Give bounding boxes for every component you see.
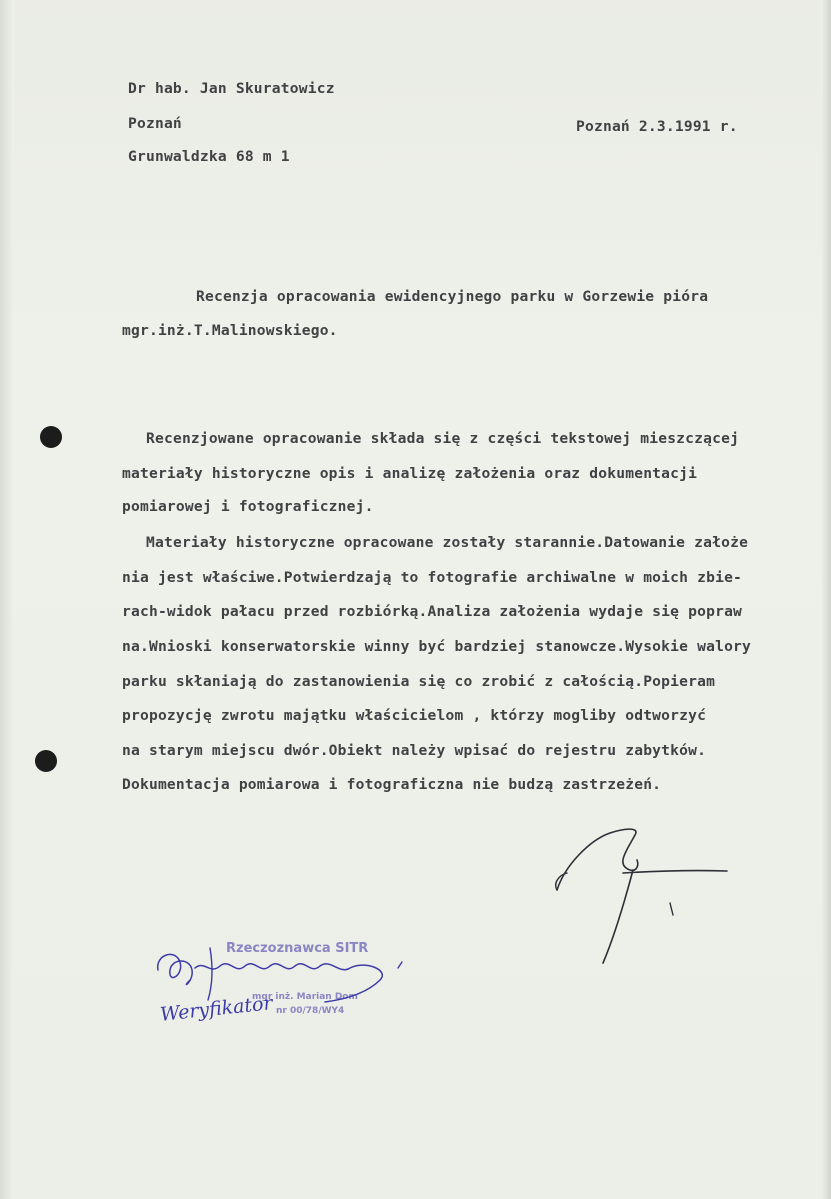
- author-street: Grunwaldzka 68 m 1: [128, 148, 290, 165]
- page-edge-right: [821, 0, 831, 1199]
- punch-hole-top: [40, 426, 62, 448]
- body-line: pomiarowej i fotograficznej.: [122, 498, 374, 515]
- body-line: propozycję zwrotu majątku właścicielom , którzy mogliby odtworzyć: [122, 707, 707, 724]
- punch-hole-bottom: [35, 750, 57, 772]
- stamp-line-2: mgr inż. Marian Dom: [252, 992, 358, 1002]
- subject-line-2: mgr.inż.T.Malinowskiego.: [122, 322, 338, 339]
- body-line: parku skłaniają do zastanowienia się co zrobić z całością.Popieram: [122, 673, 716, 690]
- page-edge-left: [0, 0, 14, 1199]
- body-line: materiały historyczne opis i analizę założenia oraz dokumentacji: [122, 465, 698, 482]
- body-line: na starym miejscu dwór.Obiekt należy wpisać do rejestru zabytków.: [122, 742, 707, 759]
- subject-line-1: Recenzja opracowania ewidencyjnego parku w Gorzewie pióra: [196, 288, 709, 305]
- author-city: Poznań: [128, 115, 182, 132]
- body-line: na.Wnioski konserwatorskie winny być bardziej stanowcze.Wysokie walory: [122, 638, 752, 655]
- stamp-line-1: Rzeczoznawca SITR: [226, 941, 369, 956]
- author-name: Dr hab. Jan Skuratowicz: [128, 80, 335, 97]
- body-line: nia jest właściwe.Potwierdzają to fotografie archiwalne w moich zbie-: [122, 569, 743, 586]
- body-line: Materiały historyczne opracowane zostały starannie.Datowanie założe: [146, 534, 749, 551]
- body-line: Dokumentacja pomiarowa i fotograficzna nie budzą zastrzeżeń.: [122, 776, 662, 793]
- body-line: Recenzjowane opracowanie składa się z części tekstowej mieszczącej: [146, 430, 740, 447]
- place-and-date: Poznań 2.3.1991 r.: [576, 118, 738, 135]
- body-line: rach-widok pałacu przed rozbiórką.Analiza założenia wydaje się popraw: [122, 603, 743, 620]
- reviewer-signature: [545, 815, 745, 975]
- stamp-line-3: nr 00/78/WY4: [276, 1006, 345, 1016]
- verifier-label: Weryfikator: [159, 992, 274, 1026]
